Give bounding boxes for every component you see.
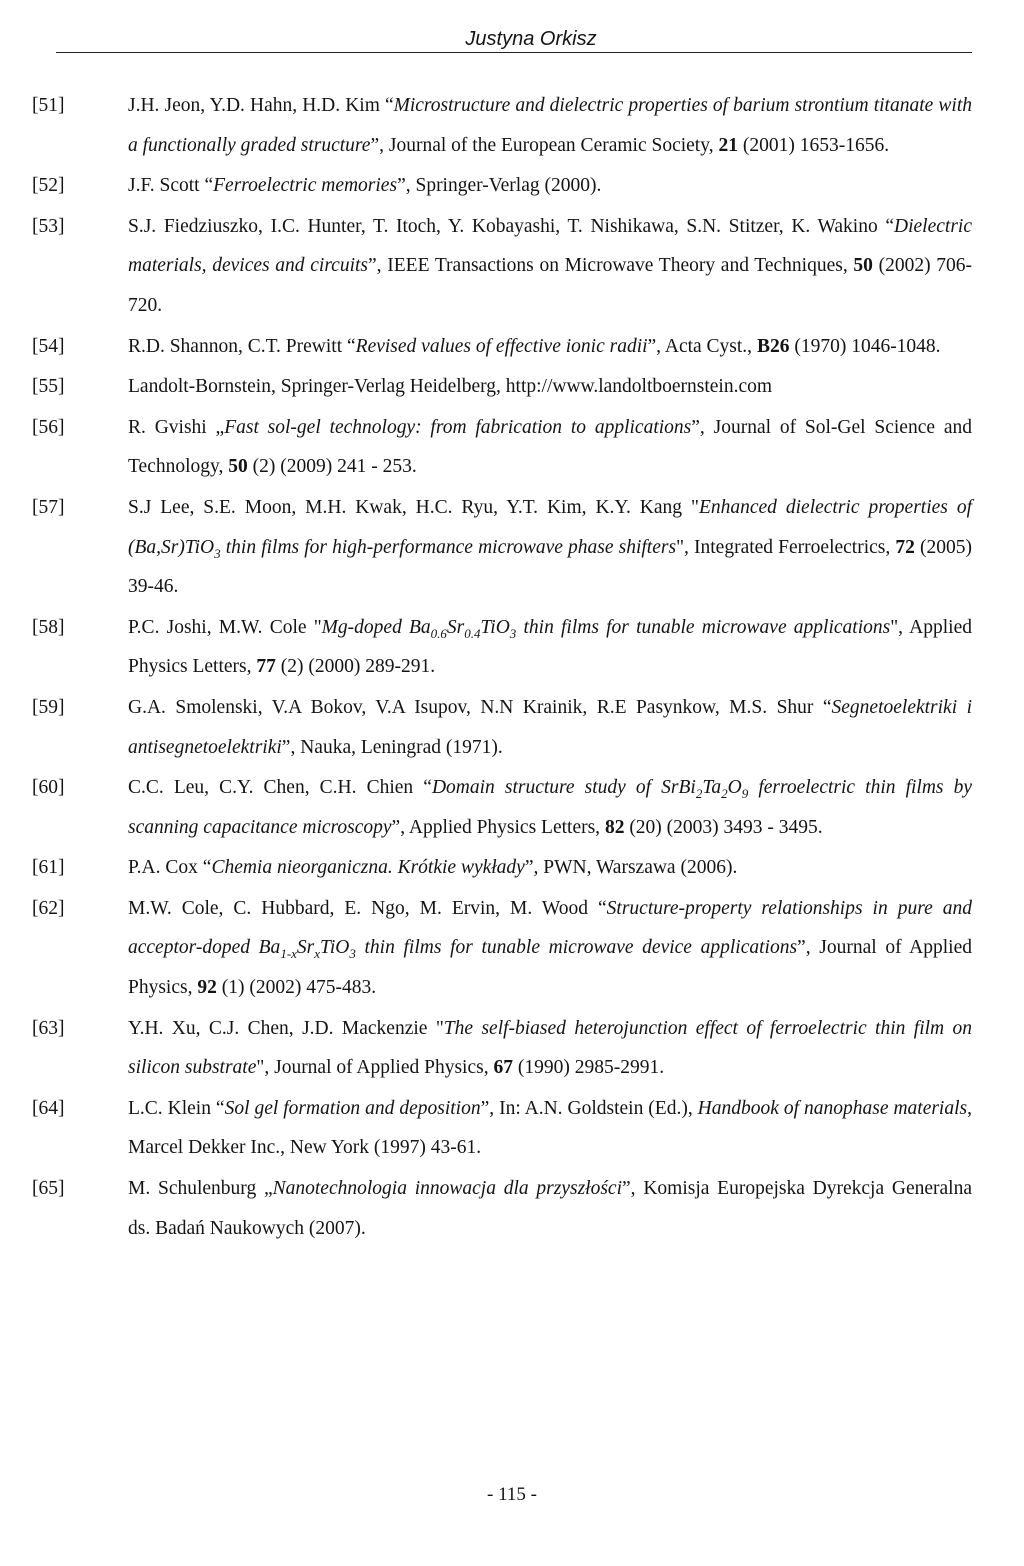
reference-text-segment: B26 <box>756 335 790 357</box>
reference-text-segment: thin films for high-performance microwave phase shifters <box>220 536 677 558</box>
reference-text-segment: 3 <box>349 946 356 962</box>
reference-text <box>128 166 972 206</box>
reference-text <box>128 207 972 326</box>
reference-text-segment: M. Schulenburg „ <box>128 1178 273 1200</box>
reference-text-segment: ", Integrated Ferroelectrics, <box>676 536 896 558</box>
reference-entry <box>32 688 972 767</box>
reference-text-segment: Dielectric materials, devices and circuits <box>128 215 972 277</box>
reference-entry <box>32 608 972 687</box>
reference-text-segment: J.F. Scott “ <box>128 175 214 197</box>
reference-text-segment: 3 <box>214 545 221 561</box>
reference-text-segment: Ta <box>702 777 722 799</box>
reference-entry <box>32 207 972 326</box>
reference-text <box>128 848 972 888</box>
reference-number: [55] <box>32 376 65 398</box>
reference-number: [61] <box>32 857 65 879</box>
reference-entry <box>32 367 972 407</box>
reference-entry <box>32 1169 972 1248</box>
reference-entry <box>32 848 972 888</box>
reference-text-segment: R.D. Shannon, C.T. Prewitt “ <box>128 335 356 357</box>
reference-number: [51] <box>32 95 65 116</box>
reference-text-segment: thin films for tunable microwave applications <box>516 616 891 638</box>
reference-text-segment: 21 <box>718 134 738 156</box>
reference-text-segment: (1) (2002) 475-483. <box>216 977 377 999</box>
reference-text-segment: Nanotechnologia innowacja dla przyszłości <box>272 1178 623 1200</box>
reference-text-segment: 77 <box>256 656 276 678</box>
reference-text-segment: Sr <box>446 616 465 638</box>
reference-text-segment: R. Gvishi „ <box>128 416 225 438</box>
reference-number: [60] <box>32 777 65 799</box>
reference-text-segment: 82 <box>604 816 625 838</box>
reference-list <box>32 86 972 1249</box>
reference-text-segment: ”, In: A.N. Goldstein (Ed.), <box>480 1097 698 1119</box>
reference-text-segment: ”, Journal of Applied Physics, <box>128 937 972 999</box>
reference-text-segment: 0.6 <box>430 625 447 641</box>
reference-text-segment: (1990) 2985-2991. <box>512 1057 665 1079</box>
reference-number: [54] <box>32 335 65 357</box>
reference-text-segment: ", Journal of Applied Physics, <box>256 1057 494 1079</box>
reference-text-segment: M.W. Cole, C. Hubbard, E. Ngo, M. Ervin, M. Wood “ <box>128 897 607 919</box>
reference-text-segment: L.C. Klein “ <box>128 1097 225 1119</box>
header-author: Justyna Orkisz <box>465 28 597 50</box>
reference-text-segment: ”, Acta Cyst., <box>647 335 757 357</box>
reference-number: [52] <box>32 175 65 197</box>
reference-text-segment: Ferroelectric memories <box>213 175 398 197</box>
reference-text-segment: ”, Journal of the European Ceramic Society, <box>370 134 719 156</box>
reference-entry <box>32 86 972 165</box>
reference-text-segment: J.H. Jeon, Y.D. Hahn, H.D. Kim “ <box>128 95 394 116</box>
reference-entry <box>32 327 972 367</box>
reference-text <box>128 1009 972 1088</box>
reference-text-segment: (2002) 706-720. <box>128 255 973 316</box>
reference-text-segment: x <box>314 946 321 962</box>
reference-text-segment: (2001) 1653-1656. <box>737 134 890 156</box>
reference-text-segment: Sol gel formation and deposition <box>224 1097 481 1119</box>
reference-text-segment: Revised values of effective ionic radii <box>355 335 648 357</box>
reference-number: [56] <box>32 416 65 438</box>
reference-text-segment: 2 <box>721 785 728 801</box>
reference-text <box>128 889 972 1008</box>
reference-text-segment: Landolt-Bornstein, Springer-Verlag Heidelberg, http://www.landoltboernstein.com <box>128 376 773 398</box>
reference-text-segment: S.J Lee, S.E. Moon, M.H. Kwak, H.C. Ryu, Y.T. Kim, K.Y. Kang " <box>128 496 699 518</box>
reference-text-segment: ”, IEEE Transactions on Microwave Theory and Techniques, <box>368 255 854 277</box>
reference-text-segment: Domain structure study of SrBi <box>431 777 696 799</box>
reference-number: [65] <box>32 1178 65 1200</box>
reference-text <box>128 768 972 847</box>
reference-number: [62] <box>32 897 65 919</box>
reference-text-segment: (1970) 1046-1048. <box>789 335 941 357</box>
reference-text <box>128 408 972 487</box>
reference-entry <box>32 1089 972 1168</box>
reference-text-segment: TiO <box>320 937 350 959</box>
reference-text-segment: Mg-doped Ba <box>321 616 431 638</box>
reference-text-segment: 67 <box>493 1057 513 1079</box>
reference-text-segment: ”, Applied Physics Letters, <box>391 816 605 838</box>
reference-number: [63] <box>32 1017 65 1039</box>
reference-entry <box>32 166 972 206</box>
reference-text-segment: Enhanced dielectric properties of (Ba,Sr)TiO <box>128 496 972 558</box>
reference-text-segment: ”, Springer-Verlag (2000). <box>397 175 602 197</box>
header-rule <box>56 52 972 53</box>
reference-text <box>128 688 972 767</box>
reference-text-segment: Segnetoelektriki i antisegnetoelektriki <box>128 696 972 758</box>
reference-text-segment: 1-x <box>280 946 297 962</box>
reference-entry <box>32 1009 972 1088</box>
reference-text <box>128 86 972 165</box>
reference-entry <box>32 488 972 607</box>
reference-text-segment: (20) (2003) 3493 - 3495. <box>624 816 823 838</box>
reference-text <box>128 608 972 687</box>
reference-entry <box>32 408 972 487</box>
running-header <box>0 28 1024 51</box>
reference-text-segment: Sr <box>296 937 315 959</box>
page-number: - 115 - <box>487 1484 537 1505</box>
reference-text-segment: 0.4 <box>464 625 481 641</box>
reference-text-segment: 72 <box>895 536 915 558</box>
reference-text-segment: 50 <box>228 456 248 478</box>
reference-text <box>128 327 972 367</box>
reference-text-segment: ”, Journal of Sol-Gel Science and Technology, <box>128 416 972 478</box>
reference-text-segment: ”, Nauka, Leningrad (1971). <box>281 736 503 758</box>
reference-text <box>128 1169 972 1248</box>
reference-number: [64] <box>32 1097 65 1119</box>
reference-text-segment: Structure-property relationships in pure and acceptor-doped Ba <box>128 897 972 959</box>
reference-text-segment: ferroelectric thin films by scanning capacitance microscopy <box>128 777 972 838</box>
reference-text-segment: O <box>727 777 742 799</box>
reference-text-segment: Handbook of nanophase materials <box>697 1097 968 1119</box>
reference-text-segment: thin films for tunable microwave device applications <box>355 937 798 959</box>
reference-text-segment: C.C. Leu, C.Y. Chen, C.H. Chien “ <box>128 777 432 799</box>
reference-text-segment: (2005) 39-46. <box>128 536 972 598</box>
reference-text-segment: P.C. Joshi, M.W. Cole " <box>128 616 322 638</box>
reference-text-segment: Y.H. Xu, C.J. Chen, J.D. Mackenzie " <box>128 1017 444 1039</box>
reference-text-segment: S.J. Fiedziuszko, I.C. Hunter, T. Itoch, Y. Kobayashi, T. Nishikawa, S.N. Stitzer, K. Wakino “ <box>128 215 895 237</box>
reference-text-segment: G.A. Smolenski, V.A Bokov, V.A Isupov, N.N Krainik, R.E Pasynkow, M.S. Shur “ <box>128 696 832 718</box>
reference-number: [58] <box>32 616 65 638</box>
reference-text-segment: Microstructure and dielectric properties of barium strontium titanate with a functionally graded structure <box>128 95 972 156</box>
reference-text-segment: 2 <box>695 785 703 801</box>
reference-text <box>128 1089 972 1168</box>
reference-text-segment: , Marcel Dekker Inc., New York (1997) 43-61. <box>128 1097 972 1159</box>
reference-text-segment: ”, Komisja Europejska Dyrekcja Generalna ds. Badań Naukowych (2007). <box>128 1178 972 1239</box>
reference-text-segment: 3 <box>509 625 517 641</box>
reference-entry <box>32 889 972 1008</box>
reference-text-segment: ”, PWN, Warszawa (2006). <box>524 857 738 879</box>
reference-text-segment: 9 <box>741 785 749 801</box>
reference-text-segment: The self-biased heterojunction effect of ferroelectric thin film on silicon substrate <box>128 1017 973 1079</box>
reference-text <box>128 367 972 407</box>
reference-text-segment: (2) (2009) 241 - 253. <box>247 456 417 478</box>
reference-text-segment: P.A. Cox “ <box>128 857 212 879</box>
reference-text-segment: 92 <box>197 977 217 999</box>
reference-text-segment: Chemia nieorganiczna. Krótkie wykłady <box>211 857 525 879</box>
reference-text-segment: ", Applied Physics Letters, <box>128 616 972 678</box>
reference-text-segment: (2) (2000) 289-291. <box>275 656 436 678</box>
reference-text <box>128 488 972 607</box>
reference-text-segment: TiO <box>480 616 510 638</box>
reference-number: [59] <box>32 696 65 718</box>
reference-text-segment: 50 <box>853 255 873 277</box>
reference-entry <box>32 768 972 847</box>
reference-number: [53] <box>32 215 65 237</box>
reference-number: [57] <box>32 496 65 518</box>
reference-text-segment: Fast sol-gel technology: from fabrication to applications <box>224 416 692 438</box>
